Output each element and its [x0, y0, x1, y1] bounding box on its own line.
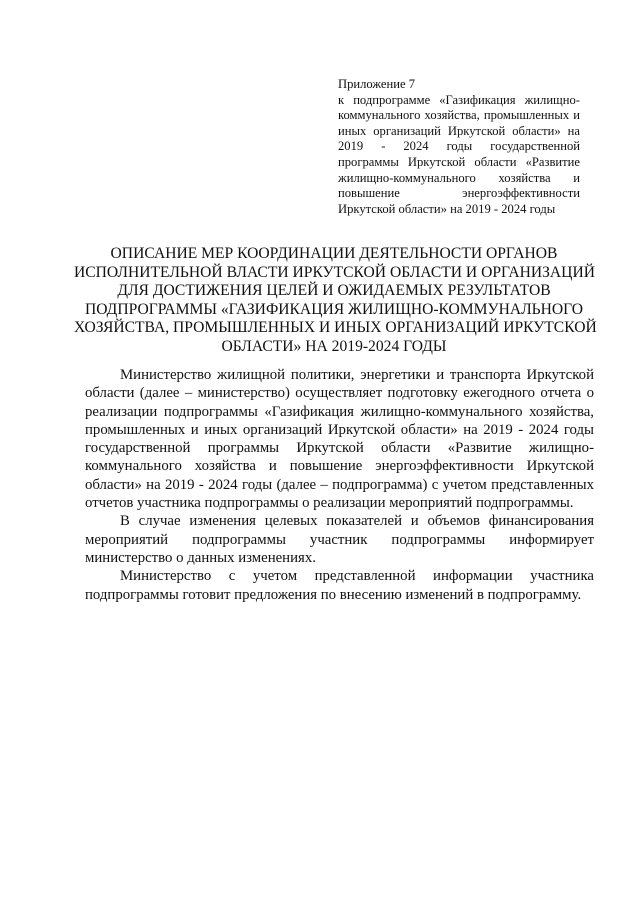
appendix-title: Приложение 7	[338, 77, 416, 91]
heading-line: ДЛЯ ДОСТИЖЕНИЯ ЦЕЛЕЙ И ОЖИДАЕМЫХ РЕЗУЛЬТАТОВ	[117, 282, 551, 300]
body-paragraph: Министерство жилищной политики, энергетики и транспорта Иркутской области (далее – министерство) осуществляет подготовку ежегодного отчета о реализации подпрограммы «Газификация жилищно-коммунального хозяйства, промышленных и иных организаций Иркутской области» на 2019 - 2024 годы государственной программы Иркутской области «Развитие жилищно-коммунального хозяйства и повышение энергоэффективности Иркутской области» на 2019 - 2024 годы (далее – подпрограмма) с учетом представленных отчетов участника подпрограммы о реализации мероприятий подпрограммы.	[85, 367, 594, 512]
heading-line: ОБЛАСТИ» НА 2019-2024 ГОДЫ	[221, 337, 447, 355]
heading-line: ПОДПРОГРАММЫ «ГАЗИФИКАЦИЯ ЖИЛИЩНО-КОММУНАЛЬНОГО	[84, 300, 584, 318]
heading-line: ИСПОЛНИТЕЛЬНОЙ ВЛАСТИ ИРКУТСКОЙ ОБЛАСТИ И ОРГАНИЗАЦИЙ	[74, 263, 595, 281]
appendix-reference-text: к подпрограмме «Газификация жилищно-коммунального хозяйства, промышленных и иных организаций Иркутской области» на 2019 - 2024 годы государственной программы Иркутской области «Развитие жилищно-коммунального хозяйства и повышение энергоэффективности Иркутской области» на 2019 - 2024 годы	[338, 92, 580, 216]
body-paragraph: Министерство с учетом представленной информации участника подпрограммы готовит предложения по внесению изменений в подпрограмму.	[85, 568, 594, 603]
document-heading	[74, 245, 597, 357]
heading-line: ХОЗЯЙСТВА, ПРОМЫШЛЕННЫХ И ИНЫХ ОРГАНИЗАЦИЙ ИРКУТСКОЙ	[74, 319, 597, 337]
appendix-block	[338, 77, 580, 217]
document-body	[85, 366, 594, 604]
heading-line: ОПИСАНИЕ МЕР КООРДИНАЦИИ ДЕЯТЕЛЬНОСТИ ОРГАНОВ	[110, 245, 558, 262]
body-paragraph: В случае изменения целевых показателей и объемов финансирования мероприятий подпрограммы участник подпрограммы информирует министерство о данных изменениях.	[85, 513, 594, 566]
